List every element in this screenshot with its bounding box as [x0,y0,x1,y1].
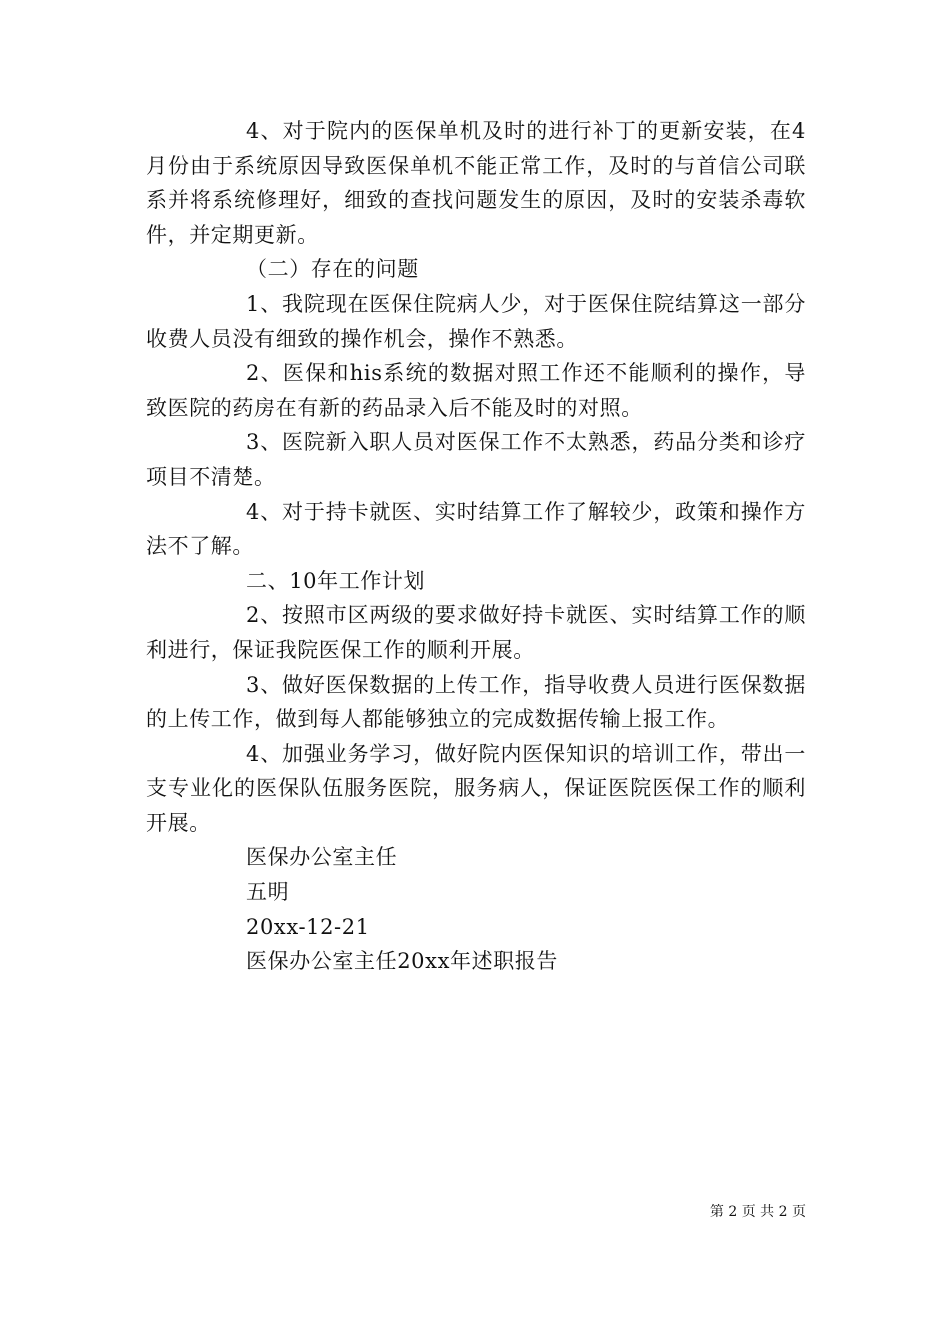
section-heading-problems: （二）存在的问题 [246,257,419,282]
report-title: 医保办公室主任20xx年述职报告 [246,949,559,974]
paragraph-problem-2: 2、医保和his系统的数据对照工作还不能顺利的操作，导致医院的药房在有新的药品录入后不能及时的对照。 [146,361,806,420]
paragraph-plan-2: 2、按照市区两级的要求做好持卡就医、实时结算工作的顺利进行，保证我院医保工作的顺利开展。 [146,603,806,662]
paragraph-item-4-patch: 4、对于院内的医保单机及时的进行补丁的更新安装，在4月份由于系统原因导致医保单机不能正常工作，及时的与首信公司联系并将系统修理好，细致的查找问题发生的原因，及时的安装杀毒软件，并定期更新。 [146,119,806,247]
signature-name: 五明 [246,880,290,905]
signature-title: 医保办公室主任 [246,845,398,870]
page-number-footer: 第 2 页 共 2 页 [709,1204,806,1220]
document-body [146,114,806,979]
paragraph-plan-3: 3、做好医保数据的上传工作，指导收费人员进行医保数据的上传工作，做到每人都能够独立的完成数据传输上报工作。 [146,672,806,732]
section-heading-work-plan: 二、10年工作计划 [246,568,426,593]
paragraph-problem-3: 3、医院新入职人员对医保工作不太熟悉，药品分类和诊疗项目不清楚。 [146,430,806,489]
paragraph-plan-4: 4、加强业务学习，做好院内医保知识的培训工作，带出一支专业化的医保队伍服务医院，服务病人，保证医院医保工作的顺利开展。 [146,741,806,835]
paragraph-problem-4: 4、对于持卡就医、实时结算工作了解较少，政策和操作方法不了解。 [146,499,806,559]
paragraph-problem-1: 1、我院现在医保住院病人少，对于医保住院结算这一部分收费人员没有细致的操作机会，操作不熟悉。 [146,291,806,351]
signature-date: 20xx-12-21 [246,914,370,939]
